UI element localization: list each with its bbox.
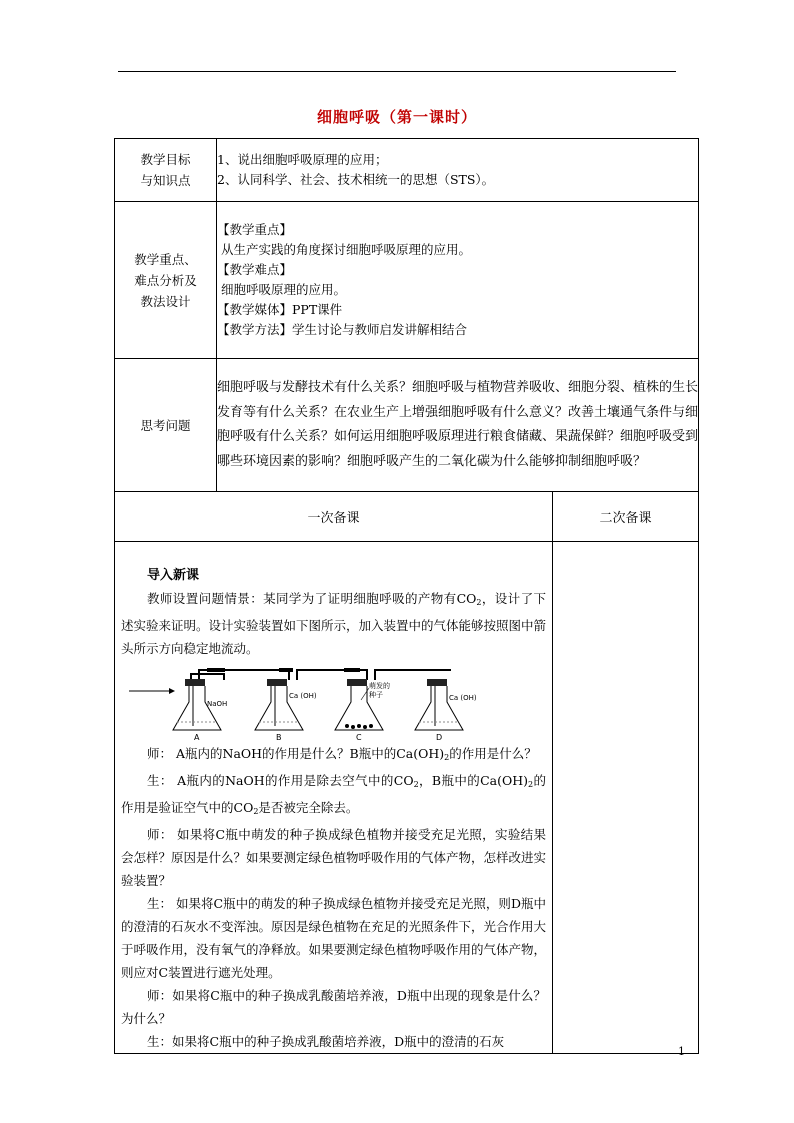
- difficulty-text: 细胞呼吸原理的应用。: [221, 282, 347, 297]
- objectives-content: [217, 139, 699, 202]
- flask-b-label: B: [276, 733, 282, 742]
- flask-c-content-1: 萌发的: [369, 682, 390, 690]
- objectives-label: 教学目标 与知识点: [115, 139, 217, 202]
- difficulty-heading: 【教学难点】: [217, 262, 293, 277]
- objective-item: 2、认同科学、社会、技术相统一的思想（STS）。: [217, 172, 495, 187]
- key-points-label: 教学重点、 难点分析及 教法设计: [115, 202, 217, 359]
- student-answer-2: 生： 如果将C瓶中的萌发的种子换成绿色植物并接受充足光照，则D瓶中的澄清的石灰水不变浑浊。原因是绿色植物在充足的光照条件下，光合作用大于呼吸作用，没有氧气的净释放。如果要测定绿色植物呼吸作用的气体产物，则应对C装置进行遮光处理。: [121, 896, 547, 980]
- first-prep-content: [115, 542, 553, 1054]
- focus-heading: 【教学重点】: [217, 222, 293, 237]
- inlet-arrow-head: [169, 688, 175, 694]
- teacher-question-3: 师：如果将C瓶中的种子换成乳酸菌培养液，D瓶中出现的现象是什么？为什么？: [121, 988, 546, 1026]
- experiment-apparatus-figure: [129, 662, 477, 742]
- focus-text: 从生产实践的角度探讨细胞呼吸原理的应用。: [221, 242, 472, 257]
- flask-c-label: C: [356, 733, 362, 742]
- method-line: 【教学方法】学生讨论与教师启发讲解相结合: [217, 322, 468, 337]
- flask-a: [173, 679, 227, 742]
- section-title: 导入新课: [147, 568, 200, 583]
- teacher-question-1: 师： A瓶内的NaOH的作用是什么？B瓶中的$Ca(OH)_2$的作用是什么？: [147, 746, 537, 762]
- flask-d-label: D: [436, 733, 443, 742]
- key-points-row: [115, 202, 699, 359]
- second-prep-content: [553, 542, 699, 1054]
- key-points-content: [217, 202, 699, 359]
- flask-d: [415, 679, 477, 742]
- page-number: 1: [678, 1045, 685, 1058]
- header-rule: [118, 71, 676, 72]
- flask-c: [335, 679, 390, 742]
- flask-a-label: A: [194, 733, 200, 742]
- flask-d-content: Ca (OH): [449, 694, 477, 702]
- student-answer-1: 生： A瓶内的NaOH的作用是除去空气中的$CO_2$，B瓶中的$Ca(OH)_2$的作用是验证空气中的$CO_2$是否被完全除去。: [121, 773, 546, 816]
- flask-a-content: NaOH: [207, 700, 228, 708]
- flask-c-content-2: 种子: [369, 691, 383, 699]
- questions-text: 细胞呼吸与发酵技术有什么关系？细胞呼吸与植物营养吸收、细胞分裂、植株的生长发育等有什么关系？在农业生产上增强细胞呼吸有什么意义？改善土壤通气条件与细胞呼吸有什么关系？如何运用细胞呼吸原理进行粮食储藏、果蔬保鲜？细胞呼吸受到哪些环境因素的影响？细胞呼吸产生的二氧化碳为什么能够抑制细胞呼吸？: [217, 359, 699, 492]
- flask-b: [255, 679, 317, 742]
- first-prep-header: 一次备课: [115, 492, 553, 542]
- intro-paragraph: 教师设置问题情景：某同学为了证明细胞呼吸的产物有$CO_2$，设计了下述实验来证明。设计实验装置如下图所示，加入装置中的气体能够按照图中箭头所示方向稳定地流动。: [121, 591, 547, 656]
- lesson-body-row: [115, 542, 699, 1054]
- flask-b-content: Ca (OH): [289, 692, 317, 700]
- lesson-plan-table: [114, 138, 699, 1054]
- questions-row: [115, 359, 699, 492]
- student-answer-3: 生：如果将C瓶中的种子换成乳酸菌培养液，D瓶中的澄清的石灰: [147, 1034, 505, 1049]
- teacher-question-2: 师： 如果将C瓶中萌发的种子换成绿色植物并接受充足光照，实验结果会怎样？原因是什么？如果要测定绿色植物呼吸作用的气体产物，怎样改进实验装置？: [121, 827, 547, 888]
- media-line: 【教学媒体】PPT课件: [217, 302, 343, 317]
- objective-item: 1、说出细胞呼吸原理的应用；: [217, 152, 388, 167]
- second-prep-header: 二次备课: [553, 492, 699, 542]
- page-title: 细胞呼吸（第一课时）: [316, 108, 477, 126]
- prep-header-row: [115, 492, 699, 542]
- questions-label: 思考问题: [115, 359, 217, 492]
- objectives-row: [115, 139, 699, 202]
